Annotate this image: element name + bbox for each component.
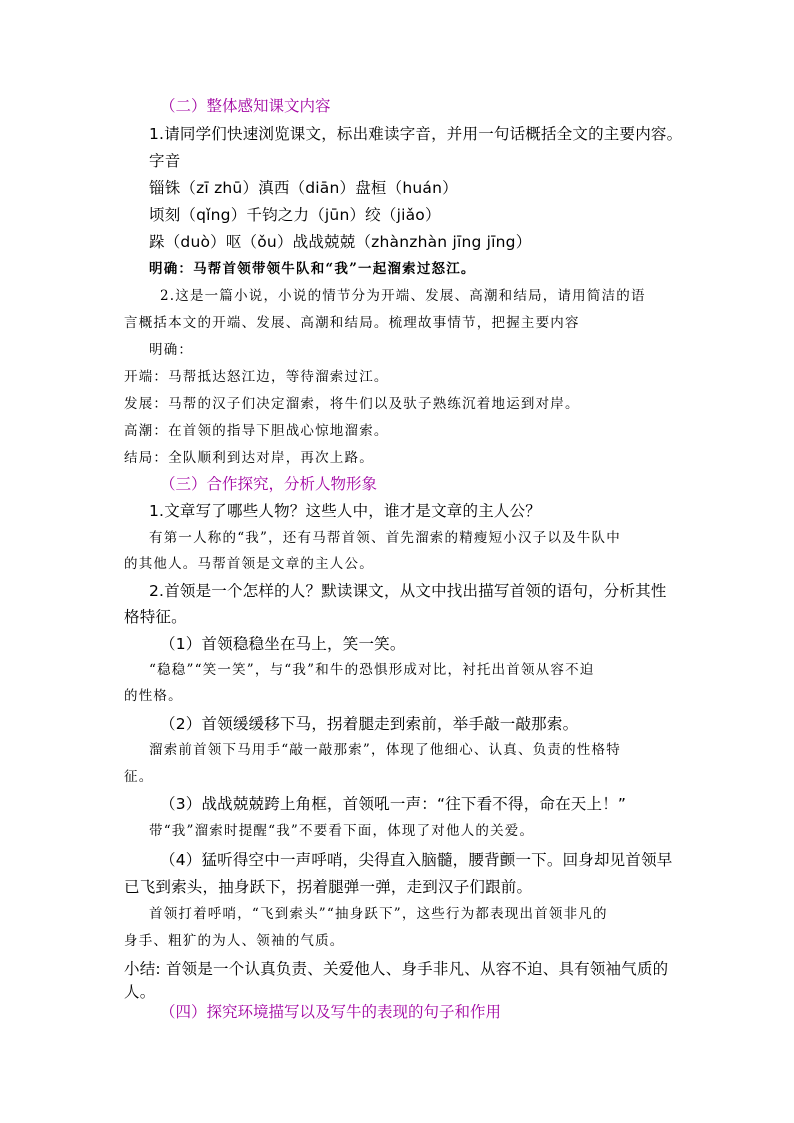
answer-label: 明确： <box>149 342 194 358</box>
sentence-2-analysis-line-1: 溜索前首领下马用手“敲一敲那索”，体现了他细心、认真、负责的性格特 <box>149 742 621 758</box>
plot-development: 发展：马帮的汉子们决定溜索，将牛们以及驮子熟练沉着地运到对岸。 <box>124 396 580 412</box>
plot-beginning: 开端：马帮抵达怒江边，等待溜索过江。 <box>124 369 389 385</box>
sentence-4-analysis-line-2: 身手、粗犷的为人、领袖的气质。 <box>124 933 345 949</box>
plot-ending: 结局：全队顺利到达对岸，再次上路。 <box>124 450 374 466</box>
sentence-3-analysis: 带“我”溜索时提醒“我”不要看下面，体现了对他人的关爱。 <box>149 823 535 839</box>
summary-line-1: 小结: 首领是一个认真负责、关爱他人、身手非凡、从容不迫、具有领袖气质的 <box>124 960 669 978</box>
pronunciation-line-1: 锱铢（zī zhū）滇西（diān）盘桓（huán） <box>149 179 458 197</box>
answer-3-1-line-1: 有第一人称的“我”，还有马帮首领、首先溜索的精瘦短小汉子以及牛队中 <box>149 530 621 546</box>
question-2-line-2: 言概括本文的开端、发展、高潮和结局。梳理故事情节，把握主要内容 <box>124 315 580 331</box>
answer-3-1-line-2: 的其他人。马帮首领是文章的主人公。 <box>124 556 374 572</box>
sentence-1-analysis-line-1: “稳稳”“笑一笑”，与“我”和牛的恐惧形成对比，衬托出首领从容不迫 <box>149 662 595 678</box>
answer-1: 明确：马帮首领带领牛队和“我”一起溜索过怒江。 <box>149 261 476 277</box>
sentence-3: （3）战战兢兢跨上角框，首领吼一声：“往下看不得，命在天上！” <box>160 795 627 813</box>
question-2-line-1: 2.这是一篇小说，小说的情节分为开端、发展、高潮和结局，请用简洁的语 <box>160 288 646 304</box>
sentence-4-line-2: 已飞到索头，抽身跃下，拐着腿弹一弹，走到汉子们跟前。 <box>124 878 533 896</box>
zi-yin-label: 字音 <box>149 152 181 170</box>
sentence-4-analysis-line-1: 首领打着呼哨，“飞到索头”“抽身跃下”，这些行为都表现出首领非凡的 <box>149 906 608 922</box>
summary-line-2: 人。 <box>124 983 156 1001</box>
question-1: 1.请同学们快速浏览课文，标出难读字音，并用一句话概括全文的主要内容。 <box>149 125 683 143</box>
sentence-1: （1）首领稳稳坐在马上，笑一笑。 <box>160 635 406 653</box>
pronunciation-line-2: 顷刻（qǐng）千钧之力（jūn）绞（jiǎo） <box>149 206 441 224</box>
sentence-1-analysis-line-2: 的性格。 <box>124 688 183 704</box>
sentence-2: （2）首领缓缓移下马，拐着腿走到索前，举手敲一敲那索。 <box>160 715 579 733</box>
question-3-2-line-1: 2.首领是一个怎样的人？默读课文，从文中找出描写首领的语句，分析其性 <box>149 582 667 600</box>
section-heading-3: （三）合作探究，分析人物形象 <box>160 475 378 493</box>
section-heading-4: （四）探究环境描写以及写牛的表现的句子和作用 <box>160 1003 502 1021</box>
question-3-1: 1.文章写了哪些人物？这些人中，谁才是文章的主人公？ <box>149 502 541 520</box>
sentence-2-analysis-line-2: 征。 <box>124 769 154 785</box>
section-heading-2: （二）整体感知课文内容 <box>160 97 331 115</box>
plot-climax: 高潮：在首领的指导下胆战心惊地溜索。 <box>124 423 389 439</box>
sentence-4-line-1: （4）猛听得空中一声呼哨，尖得直入脑髓，腰背颤一下。回身却见首领早 <box>160 851 673 869</box>
question-3-2-line-2: 格特征。 <box>124 608 187 626</box>
pronunciation-line-3: 跺（duò）呕（ǒu）战战兢兢（zhànzhàn jīng jīng） <box>149 233 532 251</box>
